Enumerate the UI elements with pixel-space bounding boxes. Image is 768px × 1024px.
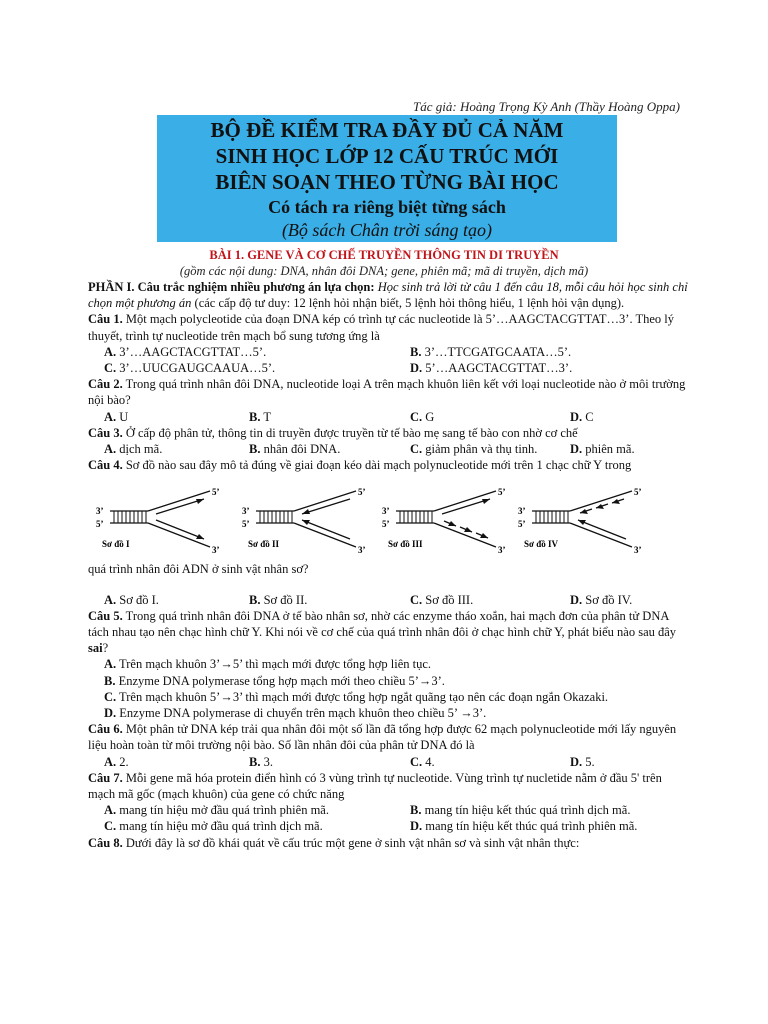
diagram-caption: Sơ đồ II bbox=[248, 539, 279, 550]
option-d[interactable]: D. 5. bbox=[570, 754, 595, 769]
option-a[interactable]: A. 2. bbox=[104, 754, 129, 769]
options-row bbox=[88, 344, 688, 360]
option-c[interactable]: C. Trên mạch khuôn 5’→3’ thì mạch mới được tổng hợp ngắt quãng tạo nên các đoạn ngắn Okazaki. bbox=[104, 689, 609, 704]
diagram-2 bbox=[238, 487, 378, 555]
question-label: Câu 4. bbox=[88, 458, 123, 473]
option-d[interactable]: D. Enzyme DNA polymerase di chuyển trên mạch khuôn theo chiều 5’ →3’. bbox=[104, 705, 487, 720]
option-a[interactable]: A. dịch mã. bbox=[104, 441, 163, 456]
option-d[interactable]: D. C bbox=[570, 409, 594, 424]
lesson-title: BÀI 1. GENE VÀ CƠ CHẾ TRUYỀN THÔNG TIN DI TRUYỀN bbox=[209, 248, 559, 262]
option-a[interactable]: A. mang tín hiệu mở đầu quá trình phiên mã. bbox=[104, 803, 329, 818]
part1-instr-rest: (các cấp độ tư duy: 12 lệnh hỏi nhận biết, 5 lệnh hỏi thông hiểu, 1 lệnh hỏi vận dụng). bbox=[191, 296, 625, 311]
diagram-label-5p: 5’ bbox=[96, 519, 104, 530]
diagram-end-5p: 5’ bbox=[498, 487, 506, 498]
option-d[interactable]: D. mang tín hiệu kết thúc quá trình phiên mã. bbox=[410, 819, 638, 834]
question-text: Một phân tử DNA kép trải qua nhân đôi một số lần đã tổng hợp được 62 mạch polynucleotide mới lấy nguyên liệu hoàn toàn từ môi trường nội bào. Số lần nhân đôi của phân tử DNA đó là bbox=[88, 722, 677, 753]
diagram-end-5p: 5’ bbox=[358, 487, 366, 498]
diagram-end-5p: 5’ bbox=[212, 487, 220, 498]
diagram-caption: Sơ đồ I bbox=[102, 539, 130, 550]
option-b[interactable]: B. mang tín hiệu kết thúc quá trình dịch mã. bbox=[410, 803, 631, 818]
lesson-subtitle: (gồm các nội dung: DNA, nhân đôi DNA; gene, phiên mã; mã di truyền, dịch mã) bbox=[179, 264, 589, 278]
banner-line-4: Có tách ra riêng biệt từng sách bbox=[268, 197, 506, 217]
option-b[interactable]: B. Sơ đồ II. bbox=[249, 592, 308, 607]
part1-label: PHẦN I. Câu trắc nghiệm nhiều phương án lựa chọn: bbox=[88, 280, 375, 294]
question-7 bbox=[88, 770, 688, 802]
diagram-1 bbox=[92, 487, 232, 555]
option-b[interactable]: B. Enzyme DNA polymerase tổng hợp mạch mới theo chiều 5’→3’. bbox=[104, 673, 445, 688]
question-2 bbox=[88, 376, 688, 408]
question-text: Một mạch polycleotide của đoạn DNA kép có trình tự các nucleotide là 5’…AAGCTACGTTAT…3’. Theo lý thuyết, trình tự nucleotide trên mạch bổ sung tương ứng là bbox=[88, 312, 675, 343]
diagram-caption: Sơ đồ IV bbox=[524, 539, 558, 550]
question-label: Câu 7. bbox=[88, 770, 123, 785]
banner-line-3: BIÊN SOẠN THEO TỪNG BÀI HỌC bbox=[215, 170, 559, 194]
diagram-label-5p: 5’ bbox=[382, 519, 390, 530]
diagram-label-3p: 3’ bbox=[382, 506, 390, 517]
question-text: Sơ đồ nào sau đây mô tả đúng về giai đoạn kéo dài mạch polynucleotide mới trên 1 chạc chữ Y trong bbox=[122, 458, 632, 473]
question-text: Trong quá trình nhân đôi DNA ở tế bào nhân sơ, nhờ các enzyme tháo xoắn, hai mạch đơn của phân tử DNA tách nhau tạo nên chạc hình chữ Y. Khi nói về cơ chế của quá trình nhân đôi ở chạc hình chữ Y, phát biểu nào sau đây bbox=[88, 608, 677, 639]
diagram-3 bbox=[378, 487, 518, 555]
option-c[interactable]: C. G bbox=[410, 409, 435, 424]
question-label: Câu 3. bbox=[88, 425, 123, 440]
option-c[interactable]: C. mang tín hiệu mở đầu quá trình dịch mã. bbox=[104, 819, 323, 834]
question-6 bbox=[88, 721, 688, 753]
diagram-caption: Sơ đồ III bbox=[388, 539, 423, 550]
option-b[interactable]: B. 3. bbox=[249, 754, 273, 769]
question-8 bbox=[88, 835, 688, 851]
question-3 bbox=[88, 425, 688, 441]
question-1 bbox=[88, 311, 688, 343]
question-label: Câu 8. bbox=[88, 835, 123, 850]
option-a[interactable]: A. 3’…AAGCTACGTTAT…5’. bbox=[104, 344, 267, 359]
diagram-label-5p: 5’ bbox=[518, 519, 526, 530]
diagram-label-3p: 3’ bbox=[518, 506, 526, 517]
option-b[interactable]: B. nhân đôi DNA. bbox=[249, 441, 341, 456]
replication-fork-diagrams bbox=[88, 487, 688, 555]
question-label: Câu 1. bbox=[88, 312, 123, 327]
options-row bbox=[88, 409, 688, 425]
question-text: Dưới đây là sơ đồ khái quát về cấu trúc một gene ở sinh vật nhân sơ và sinh vật nhân thực: bbox=[122, 835, 580, 850]
option-c[interactable]: C. 3’…UUCGAUGCAAUA…5’. bbox=[104, 361, 276, 375]
option-d[interactable]: D. phiên mã. bbox=[570, 441, 635, 456]
banner-line-2: SINH HỌC LỚP 12 CẤU TRÚC MỚI bbox=[215, 144, 559, 168]
diagram-4 bbox=[514, 487, 654, 555]
option-a[interactable]: A. Trên mạch khuôn 3’→5’ thì mạch mới được tổng hợp liên tục. bbox=[104, 657, 432, 672]
document-body bbox=[88, 279, 688, 851]
question-5: Câu 5. Trong quá trình nhân đôi DNA ở tế bào nhân sơ, nhờ các enzyme tháo xoắn, hai mạch đơn của phân tử DNA tách nhau tạo nên chạc hình chữ Y. Khi nói về cơ chế của quá trình nhân đôi ở chạc hình chữ Y, phát biểu nào sau đây sai? bbox=[88, 608, 677, 656]
question-4 bbox=[88, 457, 688, 473]
option-a[interactable]: A. Sơ đồ I. bbox=[104, 592, 159, 607]
options-row bbox=[88, 818, 688, 834]
option-c[interactable]: C. Sơ đồ III. bbox=[410, 592, 474, 607]
diagram-label-3p: 3’ bbox=[96, 506, 104, 517]
option-a[interactable]: A. U bbox=[104, 409, 129, 424]
banner-line-1: BỘ ĐỀ KIỂM TRA ĐẦY ĐỦ CẢ NĂM bbox=[210, 118, 564, 142]
diagram-end-3p: 3’ bbox=[358, 545, 366, 556]
question-text: Mỗi gene mã hóa protein điển hình có 3 vùng trình tự nucleotide. Vùng trình tự nucletide nằm ở đầu 5' trên mạch mã gốc (mạch khuôn) của gene có chức năng bbox=[88, 770, 662, 801]
diagram-end-3p: 3’ bbox=[212, 545, 220, 556]
question-text: Ở cấp độ phân tử, thông tin di truyền được truyền từ tế bào mẹ sang tế bào con nhờ cơ chế bbox=[122, 425, 578, 440]
option-c[interactable]: C. giảm phân và thụ tinh. bbox=[410, 441, 538, 456]
options-row bbox=[88, 754, 688, 770]
part1-instructions bbox=[88, 279, 688, 311]
diagram-end-3p: 3’ bbox=[634, 545, 642, 556]
question-text: Trong quá trình nhân đôi DNA, nucleotide loại A trên mạch khuôn liên kết với loại nucleotide nào ở môi trường nội bào? bbox=[88, 377, 686, 408]
options-row bbox=[88, 802, 688, 818]
option-c[interactable]: C. 4. bbox=[410, 754, 435, 769]
options-row bbox=[88, 441, 688, 457]
option-b[interactable]: B. T bbox=[249, 409, 272, 424]
diagram-end-3p: 3’ bbox=[498, 545, 506, 556]
question-label: Câu 5. bbox=[88, 608, 123, 623]
option-d[interactable]: D. Sơ đồ IV. bbox=[570, 592, 633, 607]
option-b[interactable]: B. 3’…TTCGATGCAATA…5’. bbox=[410, 344, 572, 359]
option-d[interactable]: D. 5’…AAGCTACGTTAT…3’. bbox=[410, 361, 573, 375]
title-banner bbox=[157, 115, 617, 242]
options-row bbox=[88, 592, 688, 608]
author-line: Tác giả: Hoàng Trọng Kỳ Anh (Thầy Hoàng Oppa) bbox=[413, 99, 680, 114]
part1-instr-italic: Học sinh trả lời từ câu 1 đến câu 18, mỗi câu hỏi học sinh chỉ chọn một phương án bbox=[88, 280, 688, 311]
diagram-end-5p: 5’ bbox=[634, 487, 642, 498]
options-row bbox=[88, 360, 688, 376]
emphasis-word: sai bbox=[88, 641, 103, 656]
question-label: Câu 2. bbox=[88, 377, 123, 392]
banner-line-5: (Bộ sách Chân trời sáng tạo) bbox=[281, 220, 493, 240]
question-4-continued: quá trình nhân đôi ADN ở sinh vật nhân sơ? bbox=[88, 562, 309, 577]
question-label: Câu 6. bbox=[88, 722, 123, 737]
diagram-label-5p: 5’ bbox=[242, 519, 250, 530]
diagram-label-3p: 3’ bbox=[242, 506, 250, 517]
